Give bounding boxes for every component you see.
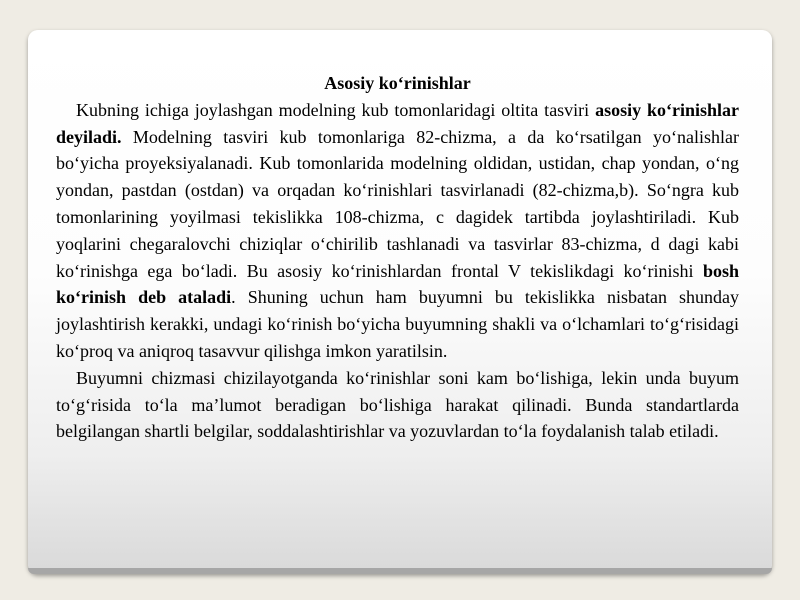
paragraph-1 xyxy=(56,97,739,365)
paragraph-1-text-1: Kubning ichiga joylashgan modelning kub tomonlaridagi oltita tasviri xyxy=(76,99,596,120)
paragraph-1-text-3: . Shuning uchun ham buyumni bu tekislikka nisbatan shunday joylashtirish kerakki, undagi ko‘rinish bo‘yicha buyumning shakli va o‘lchamlari to‘g‘risidagi ko‘proq va aniqroq tasavvur qilishga imkon yaratilsin. xyxy=(56,287,739,361)
slide-card xyxy=(28,30,772,574)
slide-title: Asosiy ko‘rinishlar xyxy=(324,73,471,93)
paragraph-2: Buyumni chizmasi chizilayotganda ko‘rinishlar soni kam bo‘lishiga, lekin unda buyum to‘g‘risida to‘la ma’lumot beradigan bo‘lishiga harakat qilinadi. Bunda standartlarda belgilangan shartli belgilar, soddalashtirishlar va yozuvlardan to‘la foydalanish talab etiladi. xyxy=(56,367,739,442)
paragraph-1-bold-term-2: bosh ko‘rinish deb ataladi xyxy=(56,260,739,308)
paragraph-1-bold-term-1: asosiy ko‘rinishlar deyiladi. xyxy=(56,99,739,147)
paragraph-1-text-2: Modelning tasviri kub tomonlariga 82-chizma, a da ko‘rsatilgan yo‘nalishlar bo‘yicha proyeksiyalanadi. Kub tomonlarida modelning oldidan, ustidan, chap yondan, o‘ng yondan, pastdan (ostdan) va orqadan ko‘rinishlari tasvirlanadi (82-chizma,b). So‘ngra kub tomonlarining yoyilmasi tekislikka 108-chizma, c dagidek tartibda joylashtiriladi. Kub yoqlarini chegaralovchi chiziqlar o‘chirilib tashlanadi va tasvirlar 83-chizma, d dagi kabi ko‘rinishga ega bo‘ladi. Bu asosiy ko‘rinishlardan frontal V tekislikdagi ko‘rinishi xyxy=(56,126,739,281)
slide-content xyxy=(56,70,739,445)
